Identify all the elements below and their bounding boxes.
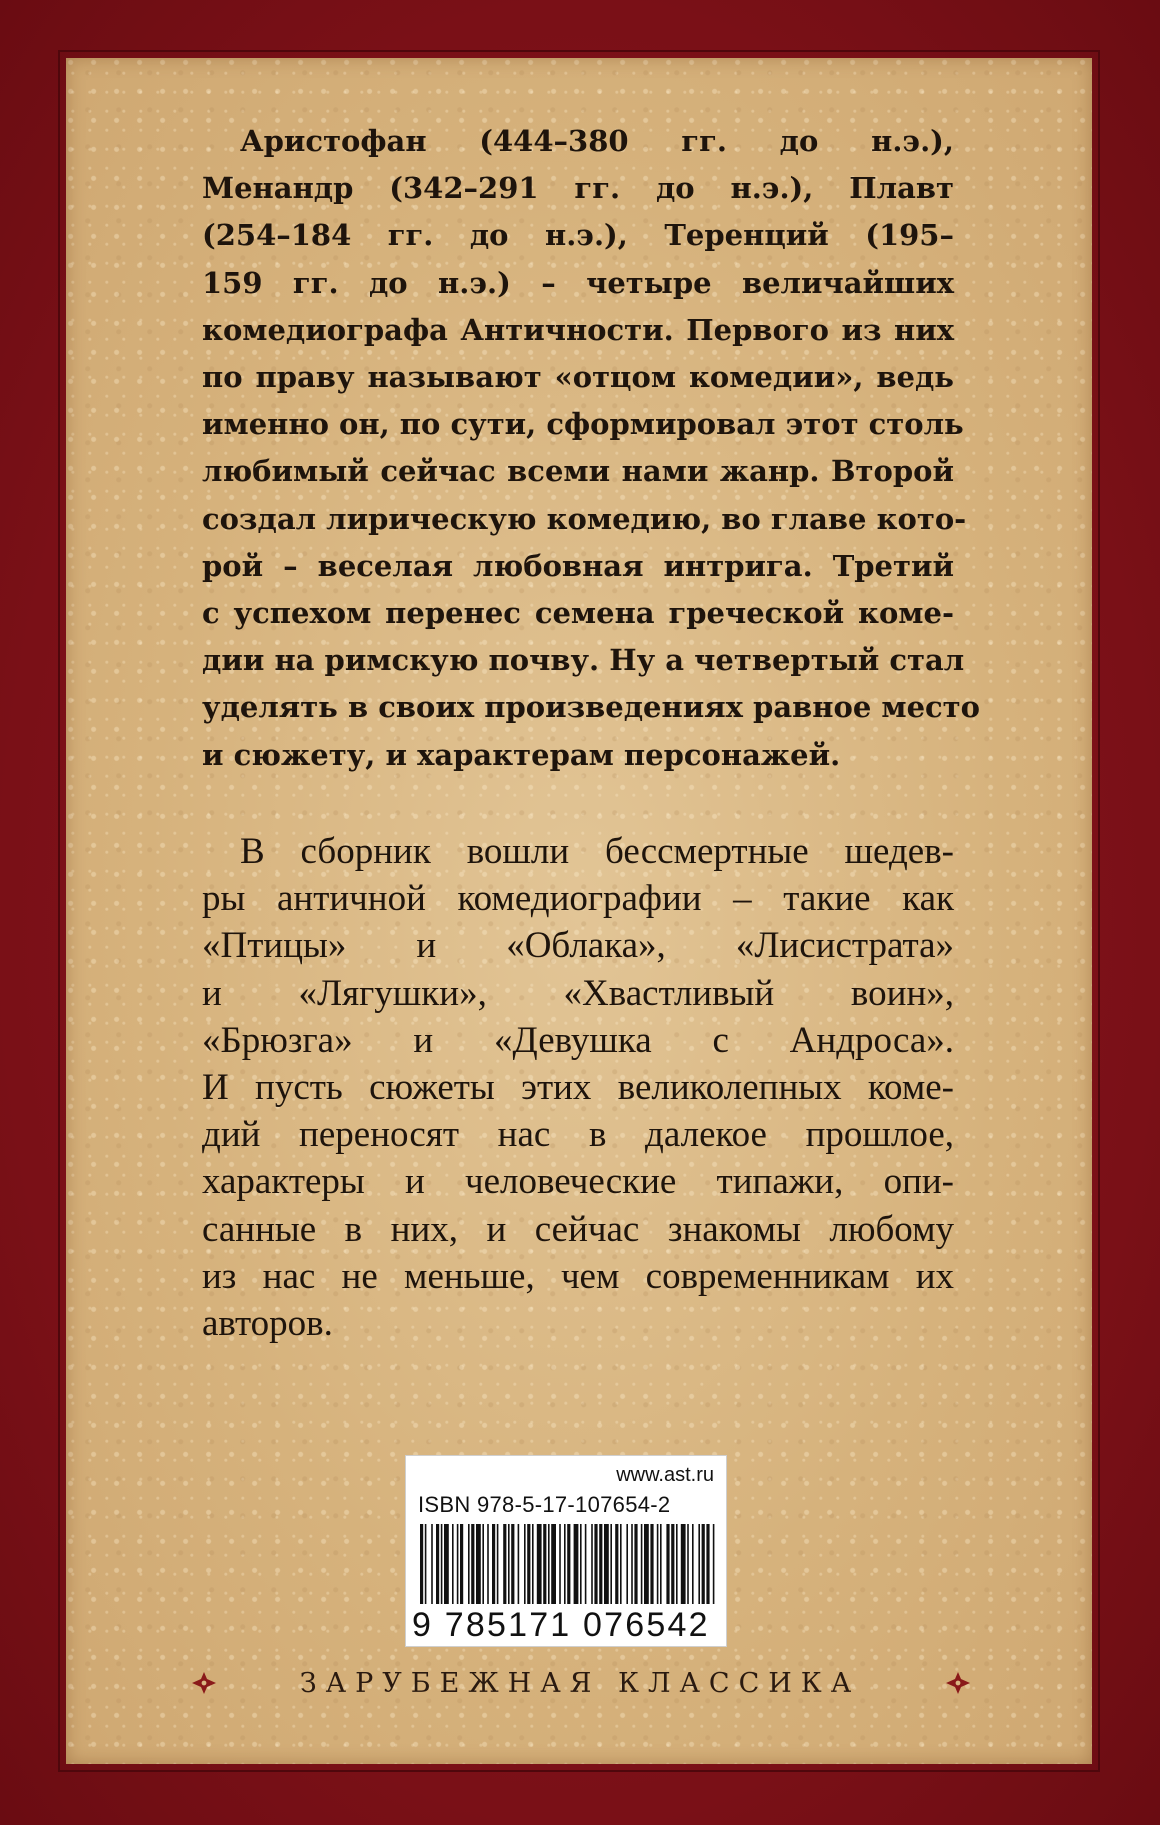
barcode-bar [567, 1524, 570, 1604]
barcode-bar [425, 1524, 427, 1604]
text-line: И пусть сюжеты этих великолепных коме- [202, 1067, 954, 1109]
barcode-bar [436, 1524, 439, 1604]
barcode-bar [681, 1524, 686, 1604]
text-line: рой – веселая любовная интрига. Третий [202, 548, 954, 583]
barcode-bar [524, 1524, 526, 1604]
barcode-bar [591, 1524, 593, 1604]
text-line: комедиографа Античности. Первого из них [202, 312, 954, 347]
annotation-paragraph-1 [202, 118, 980, 779]
text-line: по праву называют «отцом комедии», ведь [202, 360, 954, 395]
barcode-bar [518, 1524, 520, 1604]
text-line: характеры и человеческие типажи, опи- [202, 1161, 954, 1203]
barcode-bar [615, 1524, 618, 1604]
barcode-bar [452, 1524, 454, 1604]
barcode-label [405, 1455, 727, 1647]
text-line: дий переносят нас в далекое прошлое, [202, 1114, 954, 1156]
barcode-bar [431, 1524, 433, 1604]
barcode-bar [508, 1524, 510, 1604]
barcode-bar [644, 1524, 649, 1604]
isbn-text: ISBN 978-5-17-107654-2 [418, 1492, 671, 1517]
barcode-bar [564, 1524, 566, 1604]
barcode-bar [487, 1524, 489, 1604]
text-line: (254–184 гг. до н.э.), Теренций (195– [202, 218, 954, 253]
barcode-digits: 9 785171 076542 [412, 1606, 710, 1644]
text-line: уделять в своих произведениях равное место [202, 690, 980, 725]
barcode-bar [548, 1524, 550, 1604]
barcode-bar [482, 1524, 484, 1604]
publisher-url: www.ast.ru [616, 1464, 714, 1486]
barcode-bar [650, 1524, 653, 1604]
text-line: авторов. [202, 1303, 333, 1345]
barcode-bar [626, 1524, 628, 1604]
barcode-bar [497, 1524, 499, 1604]
barcode-bar [641, 1524, 643, 1604]
barcode-bar [634, 1524, 637, 1604]
barcode-bar [660, 1524, 662, 1604]
barcode-bar [468, 1524, 470, 1604]
text-line: с успехом перенес семена греческой коме- [202, 596, 954, 631]
annotation-paragraph-2 [202, 828, 954, 1347]
barcode-bar [631, 1524, 633, 1604]
barcode-bar [543, 1524, 546, 1604]
barcode-bars [416, 1524, 718, 1608]
barcode-bar [604, 1524, 609, 1604]
barcode-bar [706, 1524, 709, 1604]
text-line: из нас не меньше, чем современникам их [202, 1255, 954, 1297]
barcode-bar [657, 1524, 659, 1604]
text-line: дии на римскую почву. Ну а четвертый стал [202, 643, 965, 678]
series-title: ЗАРУБЕЖНАЯ КЛАССИКА [299, 1668, 861, 1699]
barcode-bar [687, 1524, 689, 1604]
text-line: санные в них, и сейчас знакомы любому [202, 1208, 954, 1250]
text-line: Аристофан (444–380 гг. до н.э.), [240, 124, 954, 158]
barcode-bar [460, 1524, 463, 1604]
barcode-bar [471, 1524, 474, 1604]
text-line: именно он, по сути, сформировал этот столь [202, 407, 964, 442]
barcode-bar [551, 1524, 556, 1604]
text-line: любимый сейчас всеми нами жанр. Второй [202, 454, 954, 489]
barcode-bar [559, 1524, 561, 1604]
barcode-bar [444, 1524, 449, 1604]
text-line: 159 гг. до н.э.) – четыре величайших [202, 265, 954, 300]
barcode-bar [532, 1524, 534, 1604]
text-line: и «Лягушки», «Хвастливый воин», [202, 972, 954, 1014]
barcode-bar [492, 1524, 495, 1604]
text-line: «Брюзга» и «Девушка с Андроса». [202, 1019, 954, 1061]
ornament-right-icon [944, 1670, 972, 1696]
barcode-bar [676, 1524, 678, 1604]
barcode-bar [511, 1524, 514, 1604]
text-line: Менандр (342–291 гг. до н.э.), Плавт [202, 171, 954, 206]
text-line: В сборник вошли бессмертные шедев- [240, 831, 954, 872]
barcode-bar [457, 1524, 459, 1604]
barcode-bar [671, 1524, 674, 1604]
barcode-bar [476, 1524, 481, 1604]
barcode-bar [594, 1524, 597, 1604]
barcode-bar [620, 1524, 622, 1604]
barcode-bar [580, 1524, 582, 1604]
barcode-bar [698, 1524, 700, 1604]
barcode-bar [610, 1524, 612, 1604]
barcode-bar [537, 1524, 542, 1604]
text-line: ры античной комедиографии – такие как [202, 878, 954, 920]
barcode-bar [666, 1524, 669, 1604]
text-line: и сюжету, и характерам персонажей. [202, 737, 841, 772]
barcode-bar [527, 1524, 530, 1604]
text-line: создал лирическую комедию, во главе кото- [202, 501, 967, 536]
barcode-bar [692, 1524, 694, 1604]
barcode-bar [503, 1524, 506, 1604]
barcode-bar [420, 1524, 423, 1604]
barcode-bar [702, 1524, 705, 1604]
barcode-bar [441, 1524, 443, 1604]
barcode-bar [585, 1524, 587, 1604]
barcode-bar [713, 1524, 715, 1604]
barcode-bar [574, 1524, 579, 1604]
barcode-bar [599, 1524, 602, 1604]
text-line: «Птицы» и «Облака», «Лисистрата» [202, 925, 954, 967]
